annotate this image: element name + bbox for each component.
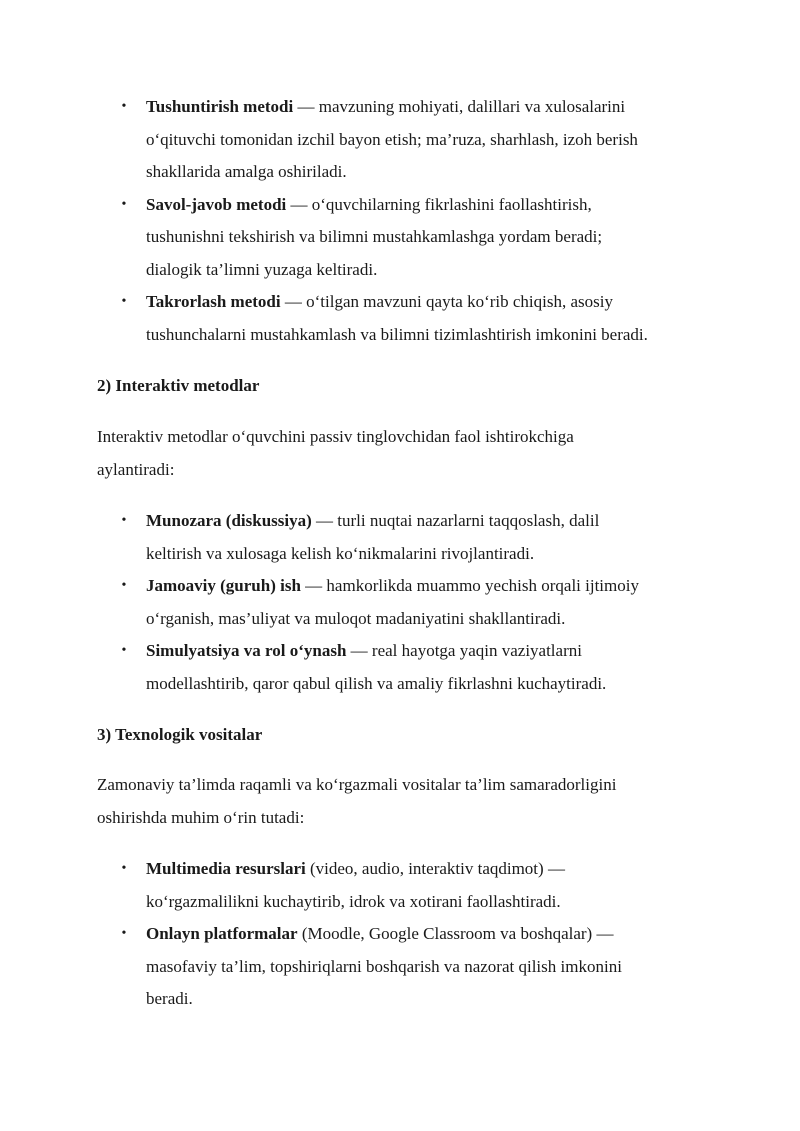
intro-text: Interaktiv metodlar o‘quvchini passiv tinglovchidan faol ishtirokchiga — [97, 427, 574, 446]
list-item — [0, 505, 706, 570]
item-text: — o‘quvchilarning fikrlashini faollashtirish, — [286, 194, 592, 214]
bullet-icon: • — [121, 294, 127, 309]
bullet-icon: • — [121, 926, 127, 941]
section-intro-interactive — [97, 421, 697, 486]
item-text: — o‘tilgan mavzuni qayta ko‘rib chiqish, asosiy — [280, 292, 613, 311]
item-text: — turli nuqtai nazarlarni taqqoslash, dalil — [311, 511, 600, 530]
intro-text: oshirishda muhim o‘rin tutadi: — [97, 807, 305, 827]
item-term: Multimedia resurslari — [146, 859, 306, 878]
list-item — [0, 570, 706, 635]
interactive-list — [0, 505, 706, 700]
item-text: beradi. — [146, 989, 193, 1008]
item-text: — mavzuning mohiyati, dalillari va xulosalarini — [293, 97, 626, 116]
bullet-icon: • — [121, 99, 127, 114]
bullet-icon: • — [121, 643, 127, 658]
list-item — [0, 635, 706, 700]
item-text: — hamkorlikda muammo yechish orqali ijtimoiy — [300, 576, 639, 595]
bullet-icon: • — [121, 513, 127, 528]
item-text: shakllarida amalga oshiriladi. — [146, 162, 347, 181]
item-term: Takrorlash metodi — [146, 292, 281, 311]
item-term: Jamoaviy (guruh) ish — [146, 576, 301, 595]
intro-text: Zamonaviy ta’limda raqamli va ko‘rgazmali vositalar ta’lim samaradorligini — [97, 775, 617, 794]
section-heading-interactive: 2) Interaktiv metodlar — [97, 376, 260, 395]
methods-list — [0, 91, 706, 351]
item-term: Savol-javob metodi — [146, 194, 287, 214]
item-text: — real hayotga yaqin vaziyatlarni — [346, 641, 582, 660]
item-text: ko‘rgazmalilikni kuchaytirib, idrok va xotirani faollashtiradi. — [146, 891, 561, 911]
item-text: tushunishni tekshirish va bilimni mustahkamlashga yordam beradi; — [146, 227, 603, 246]
list-item — [0, 918, 706, 1016]
list-item — [0, 91, 706, 189]
item-term: Tushuntirish metodi — [146, 97, 294, 116]
item-text: tushunchalarni mustahkamlash va bilimni tizimlashtirish imkonini beradi. — [146, 324, 648, 344]
technology-list — [0, 853, 706, 1016]
list-item — [0, 189, 706, 287]
item-text: keltirish va xulosaga kelish ko‘nikmalarini rivojlantiradi. — [146, 543, 535, 563]
item-term: Onlayn platformalar — [146, 924, 298, 943]
bullet-icon: • — [121, 578, 127, 593]
section-heading-technology: 3) Texnologik vositalar — [97, 725, 263, 744]
section-intro-technology — [97, 769, 697, 834]
item-term: Simulyatsiya va rol o‘ynash — [146, 641, 347, 660]
list-item — [0, 286, 706, 351]
item-text: o‘rganish, mas’uliyat va muloqot madaniyatini shakllantiradi. — [146, 608, 566, 628]
item-text: modellashtirib, qaror qabul qilish va amaliy fikrlashni kuchaytiradi. — [146, 673, 607, 693]
list-item — [0, 853, 706, 918]
item-text: (Moodle, Google Classroom va boshqalar) — — [297, 924, 614, 943]
bullet-icon: • — [121, 861, 127, 876]
item-text: (video, audio, interaktiv taqdimot) — — [305, 859, 565, 878]
item-text: o‘qituvchi tomonidan izchil bayon etish; ma’ruza, sharhlash, izoh berish — [146, 129, 638, 149]
bullet-icon: • — [121, 196, 127, 212]
item-text: masofaviy ta’lim, topshiriqlarni boshqarish va nazorat qilish imkonini — [146, 956, 622, 976]
item-term: Munozara (diskussiya) — [146, 511, 312, 530]
item-text: dialogik ta’limni yuzaga keltiradi. — [146, 259, 378, 279]
intro-text: aylantiradi: — [97, 459, 175, 479]
